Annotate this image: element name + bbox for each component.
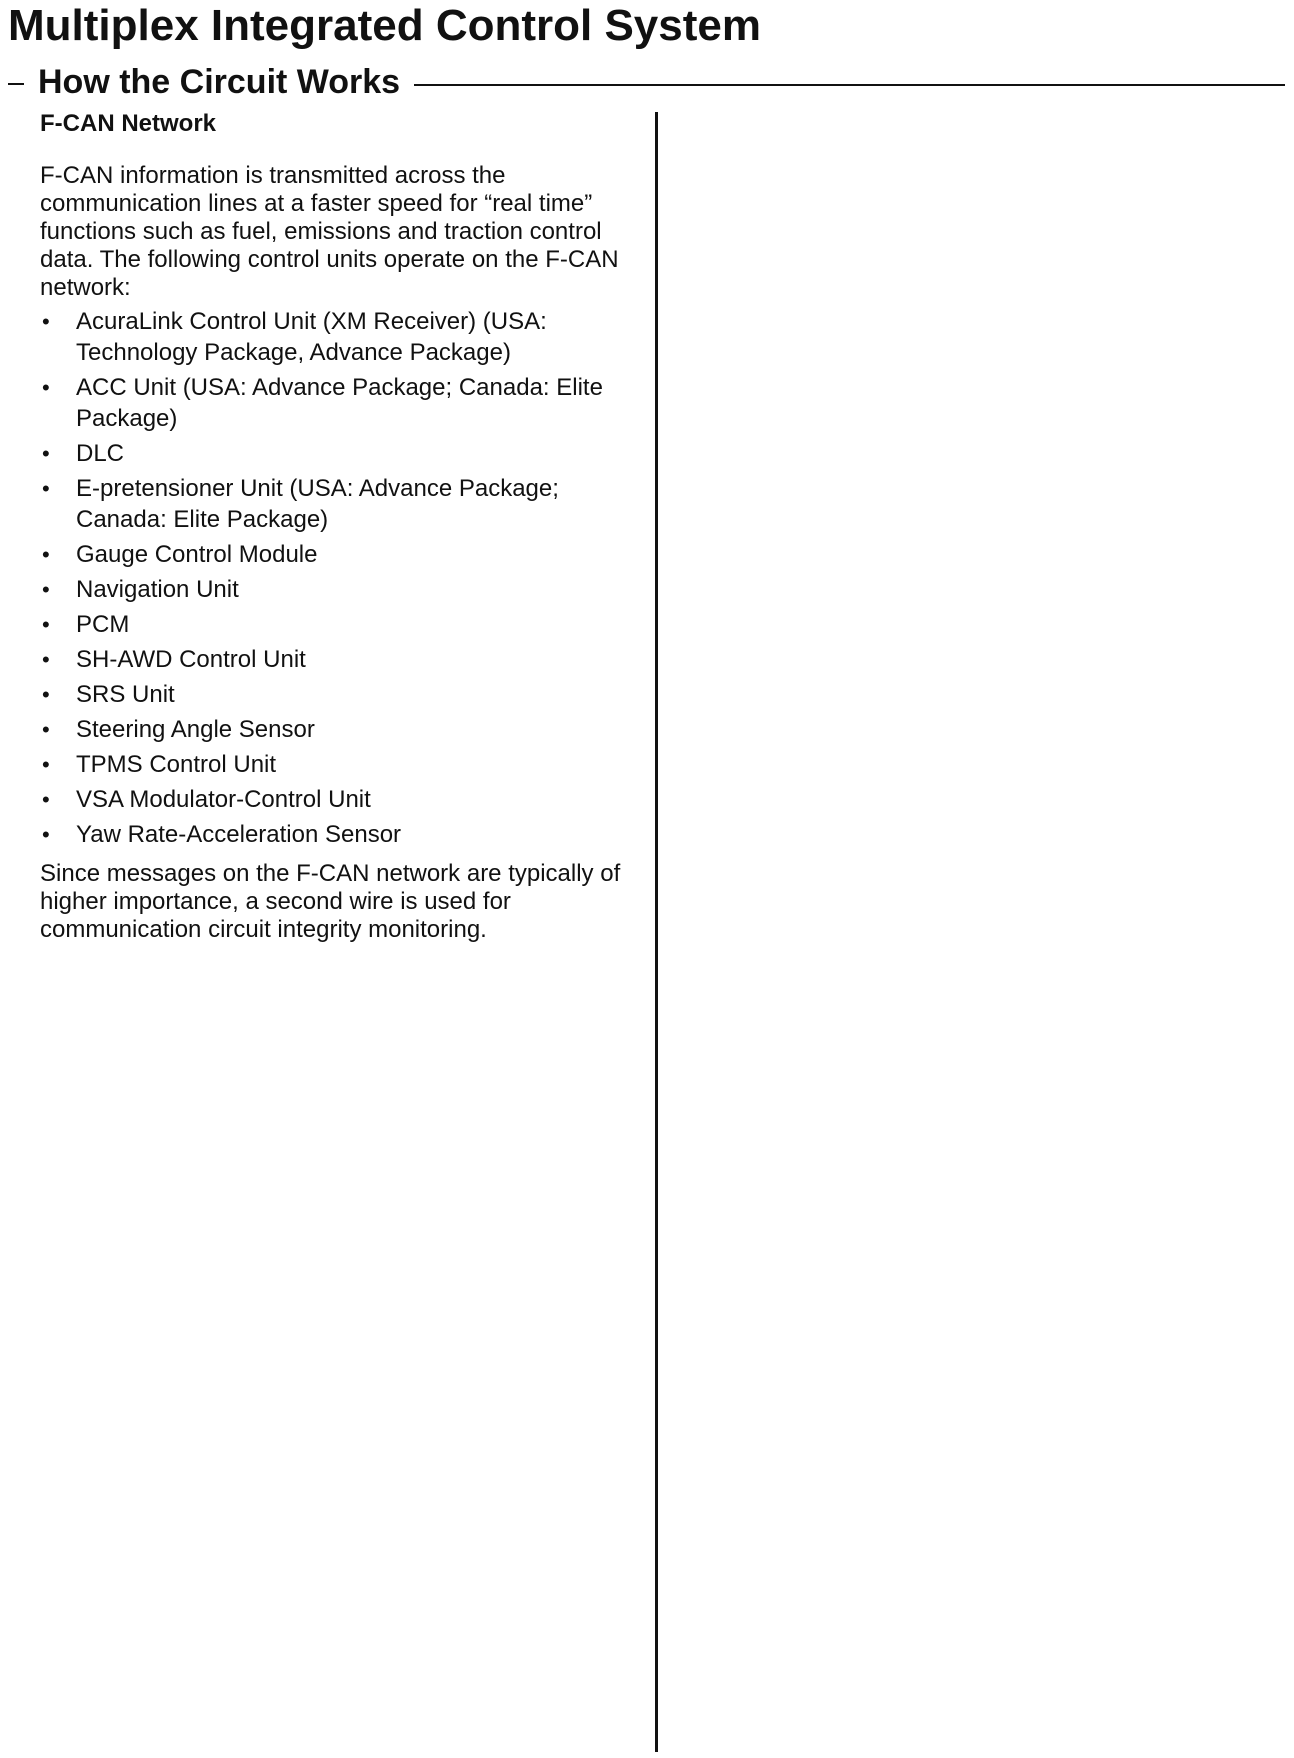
list-item-text: Steering Angle Sensor bbox=[76, 716, 315, 743]
section-header bbox=[8, 62, 1285, 102]
list-item bbox=[40, 306, 640, 368]
list-item-text: VSA Modulator-Control Unit bbox=[76, 786, 371, 813]
list-item bbox=[40, 714, 640, 745]
list-item-text: PCM bbox=[76, 611, 130, 638]
bullet: • bbox=[42, 476, 50, 501]
bullet: • bbox=[42, 577, 50, 602]
bullet: • bbox=[42, 787, 50, 812]
list-item bbox=[40, 784, 640, 815]
bullet: • bbox=[42, 542, 50, 567]
list-item bbox=[40, 539, 640, 570]
control-unit-list bbox=[40, 306, 640, 850]
subheading: F-CAN Network bbox=[40, 110, 217, 137]
section-title: How the Circuit Works bbox=[38, 63, 401, 101]
bullet: • bbox=[42, 752, 50, 777]
bullet: • bbox=[42, 309, 50, 334]
list-item-text: DLC bbox=[76, 440, 125, 467]
bullet: • bbox=[42, 612, 50, 637]
bullet: • bbox=[42, 717, 50, 742]
bullet: • bbox=[42, 441, 50, 466]
list-item-text: Navigation Unit bbox=[76, 576, 239, 603]
section-rule bbox=[414, 84, 1285, 86]
list-item-text: Yaw Rate-Acceleration Sensor bbox=[76, 821, 402, 848]
list-item bbox=[40, 438, 640, 469]
list-item bbox=[40, 372, 640, 434]
closing-paragraph: Since messages on the F-CAN network are typically of higher importance, a second wire is used for communication circuit integrity monitoring. bbox=[40, 860, 621, 943]
list-item-text: Gauge Control Module bbox=[76, 541, 318, 568]
column-divider bbox=[655, 112, 658, 1752]
list-item-text: SH-AWD Control Unit bbox=[76, 646, 306, 673]
list-item-text: TPMS Control Unit bbox=[76, 751, 277, 778]
bullet: • bbox=[42, 375, 50, 400]
list-item-text: AcuraLink Control Unit (XM Receiver) (USA: Technology Package, Advance Package) bbox=[76, 308, 547, 366]
list-item bbox=[40, 679, 640, 710]
bullet: • bbox=[42, 822, 50, 847]
bullet: • bbox=[42, 647, 50, 672]
intro-paragraph: F-CAN information is transmitted across the communication lines at a faster speed for “real time” functions such as fuel, emissions and traction control data. The following control units operate on the F-CAN network: bbox=[40, 162, 619, 301]
bullet: • bbox=[42, 682, 50, 707]
list-item bbox=[40, 574, 640, 605]
list-item bbox=[40, 644, 640, 675]
list-item-text: SRS Unit bbox=[76, 681, 175, 708]
list-item bbox=[40, 609, 640, 640]
list-item bbox=[40, 749, 640, 780]
list-item-text: ACC Unit (USA: Advance Package; Canada: Elite Package) bbox=[76, 374, 603, 432]
list-item-text: E-pretensioner Unit (USA: Advance Package; Canada: Elite Package) bbox=[76, 475, 559, 533]
list-item bbox=[40, 473, 640, 535]
left-column bbox=[40, 108, 640, 944]
list-item bbox=[40, 819, 640, 850]
page-title: Multiplex Integrated Control System bbox=[8, 1, 761, 50]
section-dash bbox=[8, 83, 24, 85]
